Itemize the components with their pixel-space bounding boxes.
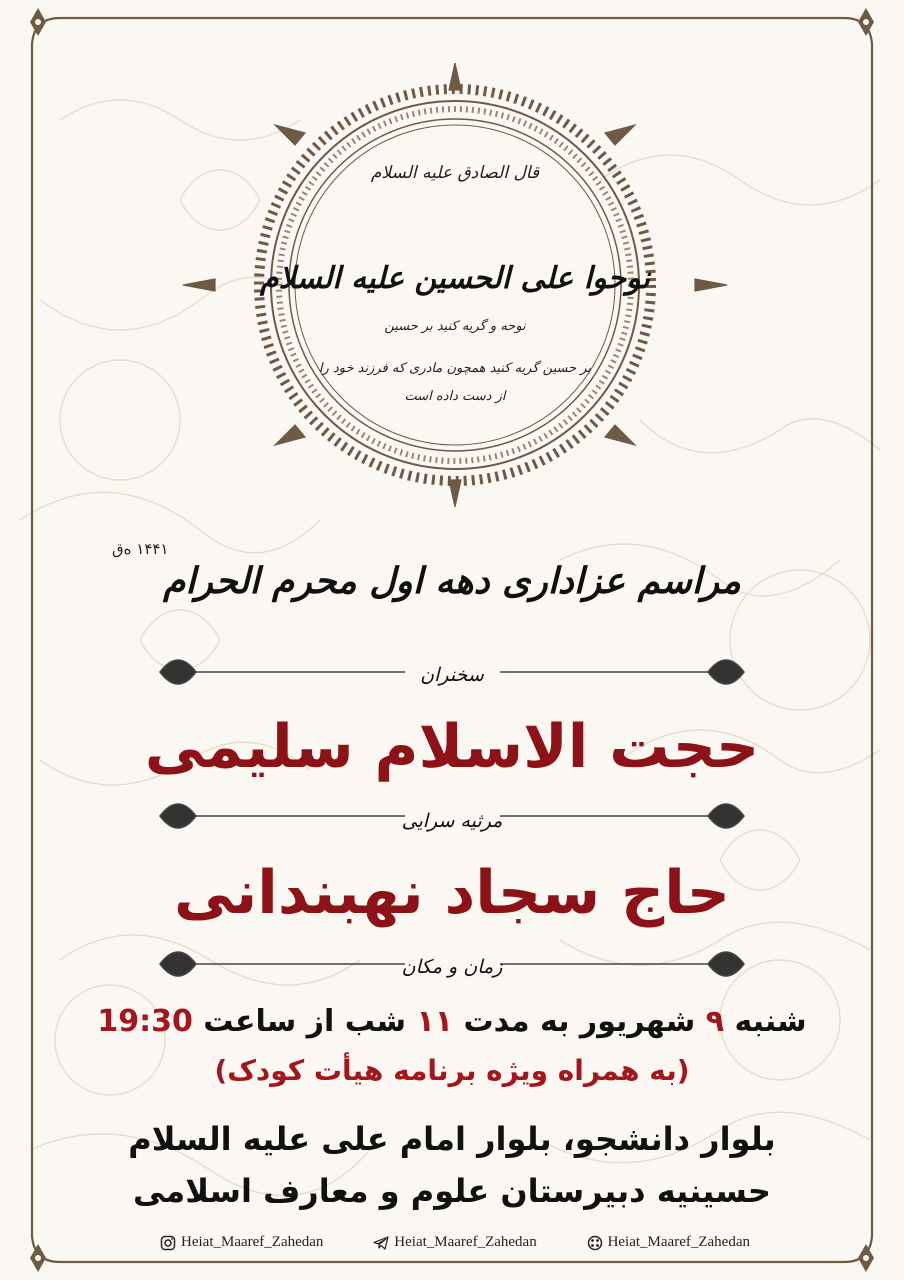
medallion-subtitle: نوحه و گریه کنید بر حسین (384, 319, 526, 334)
medallion-hadith-line-1: بر حسین گریه کنید همچون مادری که فرزند خود را (318, 361, 592, 376)
social-handle: Heiat_Maaref_Zahedan (181, 1234, 324, 1250)
social-link-aparat[interactable] (587, 1234, 750, 1251)
medallion-title: نوحوا علی الحسین علیه السلام (259, 261, 651, 296)
social-link-instagram[interactable] (160, 1234, 323, 1251)
event-title: مراسم عزاداری دهه اول محرم الحرام (163, 560, 741, 602)
eulogist-name: حاج سجاد نهبندانی (174, 858, 730, 928)
schedule-nights: ۱۱ (416, 1004, 454, 1039)
schedule-time: 19:30 (97, 1004, 193, 1039)
eulogist-label: مرثیه سرایی (401, 810, 503, 832)
schedule-text-3: شب از ساعت (192, 1004, 417, 1039)
social-handle: Heiat_Maaref_Zahedan (607, 1234, 750, 1250)
address-line-2: حسینیه دبیرستان علوم و معارف اسلامی (133, 1172, 771, 1210)
aparat-icon (587, 1235, 603, 1251)
speaker-label: سخنران (420, 664, 484, 686)
schedule-text-2: شهریور به مدت (453, 1004, 706, 1039)
schedule-day: ۹ (705, 1004, 724, 1039)
kids-program-note: (به همراه ویژه برنامه هیأت کودک) (214, 1054, 690, 1087)
telegram-icon (373, 1235, 389, 1251)
hijri-year: ۱۴۴۱ ه‌ق (112, 540, 169, 558)
speaker-name: حجت الاسلام سلیمی (144, 712, 760, 782)
corner-ornament-bottom-right-icon (858, 1244, 874, 1272)
schedule-text-1: شنبه (724, 1004, 807, 1039)
social-link-telegram[interactable] (373, 1234, 536, 1251)
corner-ornament-top-left-icon (30, 8, 46, 36)
schedule-line (0, 1004, 904, 1039)
medallion-hadith-line-2: از دست داده است (404, 389, 506, 404)
corner-ornament-bottom-left-icon (30, 1244, 46, 1272)
calligraphy-medallion (175, 60, 735, 510)
instagram-icon (160, 1235, 176, 1251)
medallion-top-quote: قال الصادق علیه السلام (370, 163, 540, 183)
corner-ornament-top-right-icon (858, 8, 874, 36)
time-place-label: زمان و مکان (401, 956, 503, 978)
social-links (160, 1234, 750, 1251)
address-line-1: بلوار دانشجو، بلوار امام علی علیه السلام (128, 1120, 776, 1158)
social-handle: Heiat_Maaref_Zahedan (394, 1234, 537, 1250)
